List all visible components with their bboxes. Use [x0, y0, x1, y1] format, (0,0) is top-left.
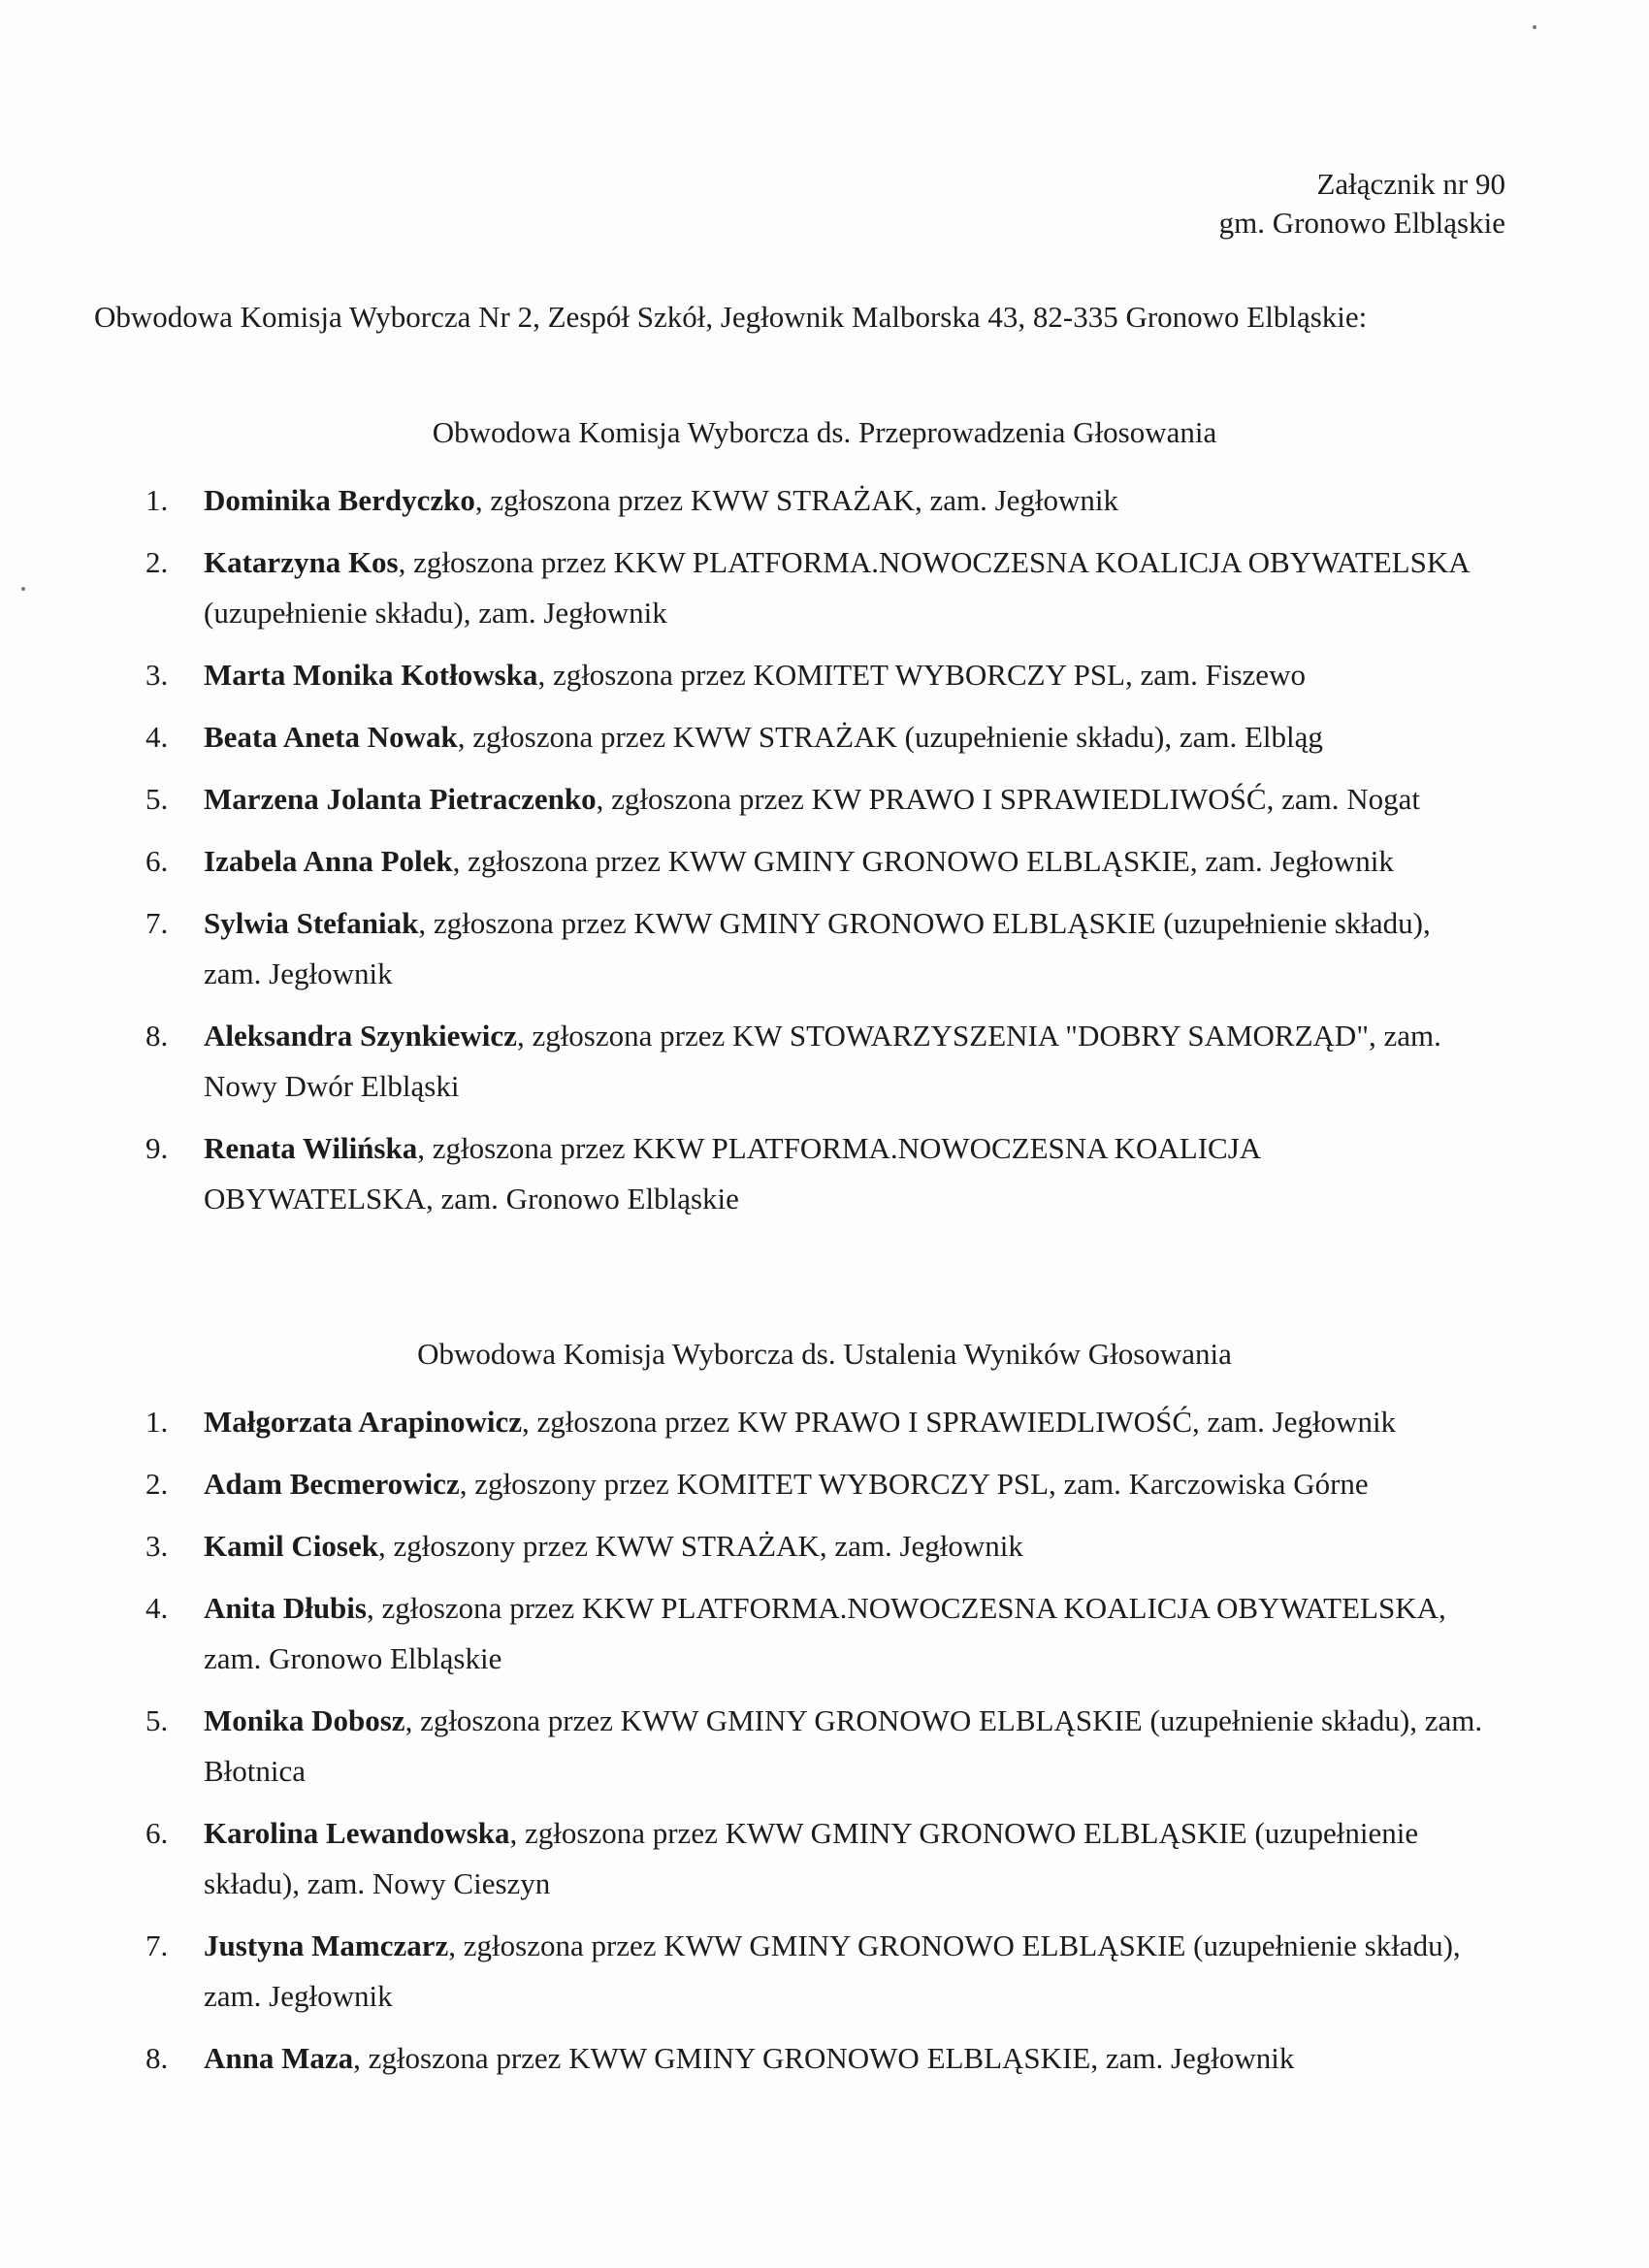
section-title-voting: Obwodowa Komisja Wyborcza ds. Przeprowadzenia Głosowania [432, 415, 1217, 449]
item-number: 4. [146, 720, 169, 754]
item-number: 5. [146, 782, 169, 816]
item-body [204, 1808, 1484, 1909]
list-item [146, 836, 1484, 887]
item-number: 7. [146, 1928, 169, 1962]
item-body [204, 1459, 1484, 1509]
list-item [146, 1583, 1484, 1684]
member-details: , zgłoszona przez KKW PLATFORMA.NOWOCZESNA KOALICJA OBYWATELSKA, zam. Gronowo Elbląskie [204, 1591, 1446, 1675]
member-details: , zgłoszony przez KOMITET WYBORCZY PSL, zam. Karczowiska Górne [459, 1467, 1369, 1501]
list-item [146, 712, 1484, 762]
list-item [146, 898, 1484, 999]
member-details: , zgłoszona przez KWW GMINY GRONOWO ELBLĄSKIE (uzupełnienie składu), zam. Jegłownik [204, 906, 1431, 990]
member-name: Dominika Berdyczko [204, 483, 475, 517]
member-details: , zgłoszona przez KWW GMINY GRONOWO ELBLĄSKIE (uzupełnienie składu), zam. Błotnica [204, 1703, 1483, 1788]
item-body [204, 2033, 1484, 2084]
attachment-municipality: gm. Gronowo Elbląskie [1218, 206, 1505, 240]
member-name: Justyna Mamczarz [204, 1928, 449, 1962]
member-name: Sylwia Stefaniak [204, 906, 419, 940]
list-item [146, 774, 1484, 825]
list-item [146, 1521, 1484, 1571]
commission-header: Obwodowa Komisja Wyborcza Nr 2, Zespół Szkół, Jegłownik Malborska 43, 82-335 Gronowo Elbląskie: [94, 300, 1368, 334]
item-body [204, 1011, 1484, 1112]
list-item [146, 537, 1484, 638]
member-name: Katarzyna Kos [204, 545, 399, 579]
item-number: 3. [146, 1529, 169, 1563]
member-details: , zgłoszona przez KOMITET WYBORCZY PSL, zam. Fiszewo [537, 658, 1306, 692]
member-name: Aleksandra Szynkiewicz [204, 1019, 517, 1053]
member-details: , zgłoszona przez KKW PLATFORMA.NOWOCZESNA KOALICJA OBYWATELSKA (uzupełnienie składu), zam. Jegłownik [204, 545, 1469, 630]
attachment-number: Załącznik nr 90 [1316, 167, 1505, 201]
list-item [146, 2033, 1484, 2084]
member-details: , zgłoszona przez KW PRAWO I SPRAWIEDLIWOŚĆ, zam. Jegłownik [522, 1405, 1397, 1439]
list-item [146, 1921, 1484, 2022]
item-body [204, 836, 1484, 887]
member-details: , zgłoszona przez KWW GMINY GRONOWO ELBLĄSKIE, zam. Jegłownik [353, 2041, 1295, 2075]
member-details: , zgłoszona przez KWW GMINY GRONOWO ELBLĄSKIE, zam. Jegłownik [452, 844, 1394, 878]
member-details: , zgłoszona przez KW STOWARZYSZENIA "DOBRY SAMORZĄD", zam. Nowy Dwór Elbląski [204, 1019, 1441, 1103]
scan-speck [1533, 25, 1536, 29]
item-number: 4. [146, 1591, 169, 1625]
list-item [146, 1459, 1484, 1509]
member-name: Marzena Jolanta Pietraczenko [204, 782, 597, 816]
member-details: , zgłoszona przez KW PRAWO I SPRAWIEDLIWOŚĆ, zam. Nogat [596, 782, 1420, 816]
member-name: Adam Becmerowicz [204, 1467, 460, 1501]
list-item [146, 650, 1484, 700]
item-body [204, 1696, 1484, 1797]
attachment-label [1219, 165, 1505, 243]
item-body [204, 537, 1484, 638]
item-body [204, 712, 1484, 762]
member-name: Anita Dłubis [204, 1591, 367, 1625]
item-number: 2. [146, 1467, 169, 1501]
member-name: Izabela Anna Polek [204, 844, 453, 878]
item-number: 5. [146, 1703, 169, 1737]
list-item [146, 1011, 1484, 1112]
member-details: , zgłoszona przez KKW PLATFORMA.NOWOCZESNA KOALICJA OBYWATELSKA, zam. Gronowo Elbląskie [204, 1131, 1260, 1215]
item-number: 9. [146, 1131, 169, 1165]
member-details: , zgłoszona przez KWW STRAŻAK (uzupełnienie składu), zam. Elbląg [457, 720, 1323, 754]
item-body [204, 1521, 1484, 1571]
item-body [204, 898, 1484, 999]
member-name: Anna Maza [204, 2041, 354, 2075]
scan-speck [21, 587, 25, 591]
member-name: Kamil Ciosek [204, 1529, 378, 1563]
member-list-voting [146, 475, 1484, 1236]
item-body [204, 650, 1484, 700]
item-body [204, 774, 1484, 825]
item-body [204, 1921, 1484, 2022]
item-number: 1. [146, 483, 169, 517]
member-details: , zgłoszona przez KWW STRAŻAK, zam. Jegłownik [474, 483, 1119, 517]
item-number: 8. [146, 2041, 169, 2075]
item-body [204, 1123, 1484, 1224]
list-item [146, 475, 1484, 526]
member-details: , zgłoszony przez KWW STRAŻAK, zam. Jegłownik [377, 1529, 1023, 1563]
member-name: Karolina Lewandowska [204, 1816, 510, 1850]
item-number: 6. [146, 844, 169, 878]
member-name: Marta Monika Kotłowska [204, 658, 538, 692]
item-body [204, 1583, 1484, 1684]
list-item [146, 1397, 1484, 1447]
item-number: 7. [146, 906, 169, 940]
member-details: , zgłoszona przez KWW GMINY GRONOWO ELBLĄSKIE (uzupełnienie składu), zam. Nowy Cieszyn [204, 1816, 1419, 1900]
item-number: 2. [146, 545, 169, 579]
item-number: 3. [146, 658, 169, 692]
list-item [146, 1696, 1484, 1797]
member-details: , zgłoszona przez KWW GMINY GRONOWO ELBLĄSKIE (uzupełnienie składu), zam. Jegłownik [204, 1928, 1461, 2013]
item-body [204, 1397, 1484, 1447]
item-number: 1. [146, 1405, 169, 1439]
member-name: Renata Wilińska [204, 1131, 418, 1165]
item-number: 8. [146, 1019, 169, 1053]
item-body [204, 475, 1484, 526]
list-item [146, 1123, 1484, 1224]
member-name: Monika Dobosz [204, 1703, 405, 1737]
section-title-results: Obwodowa Komisja Wyborcza ds. Ustalenia Wyników Głosowania [417, 1337, 1232, 1371]
list-item [146, 1808, 1484, 1909]
item-number: 6. [146, 1816, 169, 1850]
member-name: Beata Aneta Nowak [204, 720, 458, 754]
member-name: Małgorzata Arapinowicz [204, 1405, 523, 1439]
member-list-results [146, 1397, 1484, 2095]
